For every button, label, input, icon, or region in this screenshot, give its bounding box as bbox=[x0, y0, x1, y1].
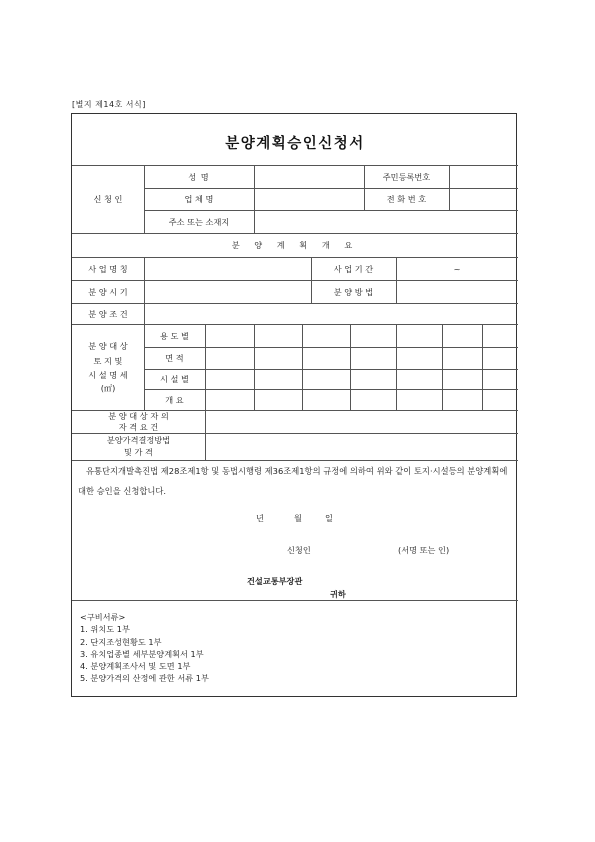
divider bbox=[144, 369, 518, 370]
required-documents bbox=[80, 611, 209, 685]
land-detail-label-line2: 토 지 및 bbox=[93, 356, 123, 366]
recipient-honorific: 귀하 bbox=[330, 589, 346, 599]
price-method-field[interactable] bbox=[209, 442, 516, 452]
divider bbox=[72, 233, 518, 234]
sale-time-label: 분 양 시 기 bbox=[88, 287, 128, 297]
detail-row-area: 면 적 bbox=[165, 353, 184, 363]
divider bbox=[350, 324, 351, 410]
divider bbox=[364, 165, 365, 210]
price-method-label-line1: 분양가격결정방법 bbox=[106, 435, 171, 445]
document-item: 1. 위치도 1부 bbox=[80, 624, 130, 635]
sale-time-field[interactable] bbox=[148, 288, 308, 298]
divider bbox=[144, 347, 518, 348]
date-month-label: 월 bbox=[294, 513, 302, 523]
divider bbox=[144, 389, 518, 390]
recipient-name: 건설교통부장관 bbox=[247, 576, 303, 586]
address-label: 주소 또는 소재지 bbox=[168, 217, 230, 227]
document-item: 2. 단지조성현황도 1부 bbox=[80, 636, 162, 647]
divider bbox=[442, 324, 443, 410]
sale-method-label: 분 양 방 법 bbox=[333, 287, 374, 297]
divider bbox=[72, 280, 518, 281]
declaration-text: 유통단지개발촉진법 제28조제1항 및 동법시행령 제36조제1항의 규정에 의하여 위와 같이 토지·시설등의 분양계획에 대한 승인을 신청합니다. bbox=[78, 466, 508, 496]
resident-number-label: 주민등록번호 bbox=[382, 172, 431, 182]
sale-conditions-label: 분 양 조 건 bbox=[88, 309, 128, 319]
company-label: 업 체 명 bbox=[184, 194, 214, 204]
land-detail-unit: (㎡) bbox=[100, 383, 116, 393]
price-method-label-line2: 및 가 격 bbox=[124, 447, 153, 457]
required-documents-header: <구비서류> bbox=[80, 612, 126, 622]
project-name-label: 사 업 명 칭 bbox=[88, 264, 128, 274]
signer-label: 신청인 bbox=[287, 545, 311, 555]
divider bbox=[254, 324, 255, 410]
divider bbox=[205, 324, 206, 410]
form-title: 분양계획승인신청서 bbox=[225, 136, 365, 152]
divider bbox=[144, 210, 518, 211]
overview-header: 분 양 계 획 개 요 bbox=[231, 240, 359, 250]
divider bbox=[72, 257, 518, 258]
eligibility-label-line1: 분 양 대 상 자 의 bbox=[108, 411, 169, 421]
divider bbox=[72, 600, 518, 601]
divider bbox=[144, 303, 145, 324]
document-item: 4. 분양계획조사서 및 도면 1부 bbox=[80, 661, 191, 672]
applicant-section-label: 신 청 인 bbox=[93, 194, 123, 204]
sale-conditions-field[interactable] bbox=[148, 310, 516, 320]
divider bbox=[72, 324, 518, 325]
divider bbox=[482, 324, 483, 410]
divider bbox=[396, 324, 397, 410]
land-detail-label-line1: 분 양 대 상 bbox=[88, 341, 128, 351]
project-name-field[interactable] bbox=[148, 265, 308, 275]
application-form bbox=[71, 113, 517, 697]
divider bbox=[72, 303, 518, 304]
eligibility-label-line2: 자 격 요 건 bbox=[118, 422, 159, 432]
document-item: 5. 분양가격의 산정에 관한 서류 1부 bbox=[80, 673, 209, 684]
date-day-label: 일 bbox=[325, 513, 333, 523]
period-separator: ~ bbox=[453, 264, 461, 274]
divider bbox=[449, 165, 450, 210]
divider bbox=[205, 410, 206, 460]
divider bbox=[144, 257, 145, 303]
document-item: 3. 유치업종별 세부분양계획서 1부 bbox=[80, 648, 204, 659]
land-detail-label-line3: 시 설 명 세 bbox=[88, 370, 128, 380]
project-period-label: 사 업 기 간 bbox=[333, 264, 374, 274]
detail-row-summary: 개 요 bbox=[165, 395, 184, 405]
divider bbox=[396, 257, 397, 303]
divider bbox=[144, 188, 518, 189]
detail-row-facility: 시 설 별 bbox=[160, 374, 189, 384]
form-number-label: [별지 제14호 서식] bbox=[72, 100, 146, 109]
sale-method-field[interactable] bbox=[400, 288, 516, 298]
eligibility-field[interactable] bbox=[209, 417, 516, 427]
detail-row-usage: 용 도 별 bbox=[160, 331, 189, 341]
divider bbox=[72, 433, 518, 434]
divider bbox=[254, 165, 255, 233]
divider bbox=[72, 165, 518, 166]
signature-hint: (서명 또는 인) bbox=[398, 545, 450, 555]
divider bbox=[302, 324, 303, 410]
name-label: 성 명 bbox=[188, 172, 210, 182]
date-year-label: 년 bbox=[256, 513, 264, 523]
phone-label: 전 화 번 호 bbox=[386, 194, 427, 204]
